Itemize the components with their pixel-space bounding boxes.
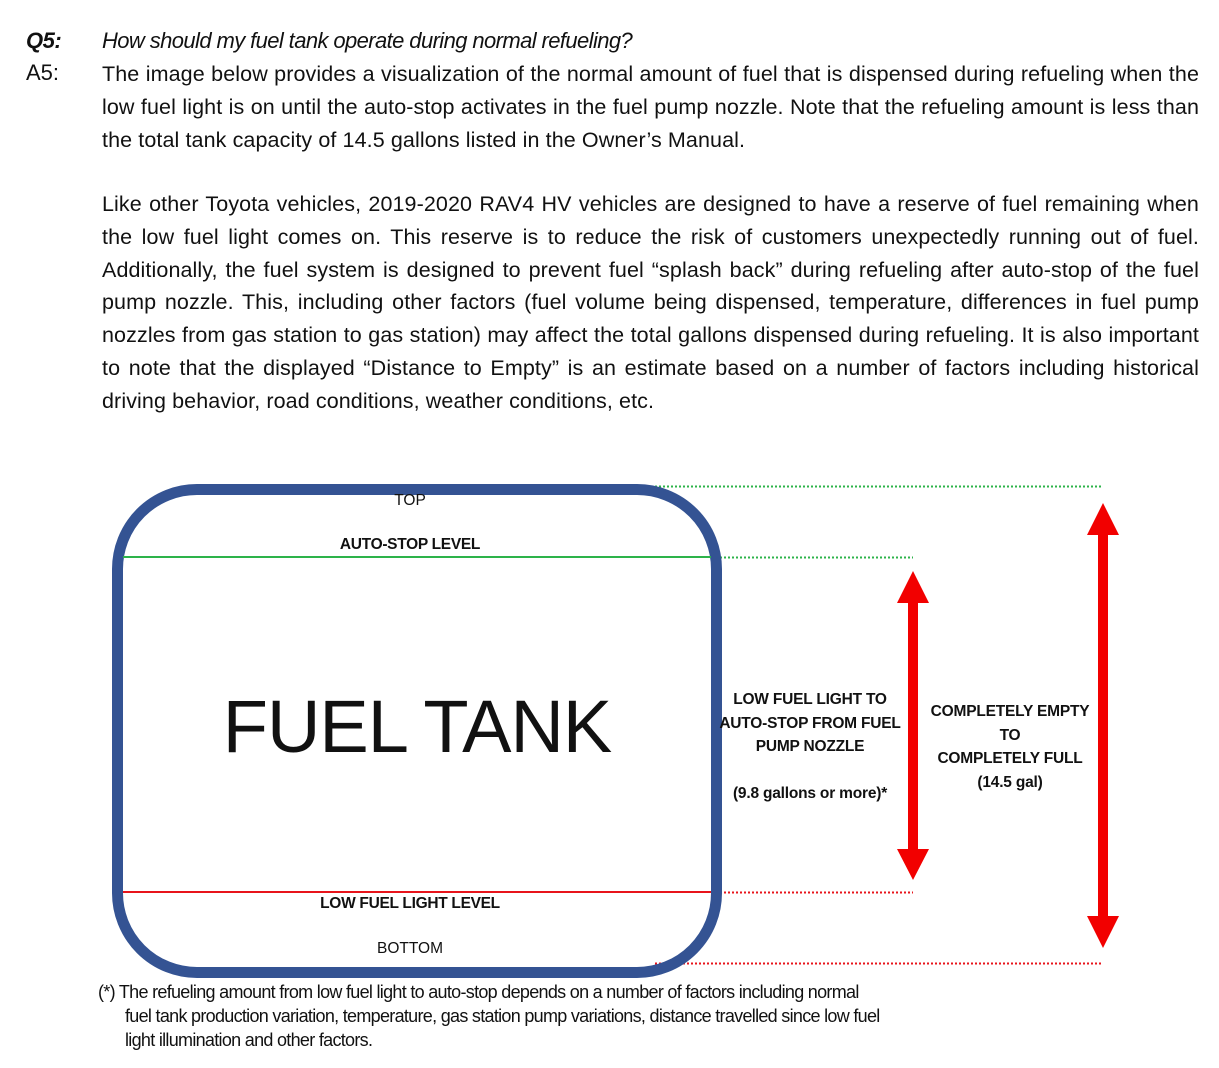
top-label: TOP xyxy=(394,492,426,509)
footnote xyxy=(98,980,1128,1052)
footnote-line-3: light illumination and other factors. xyxy=(125,1030,373,1050)
low-fuel-level-label: LOW FUEL LIGHT LEVEL xyxy=(320,895,500,912)
full-range-line-4: (14.5 gal) xyxy=(977,773,1043,791)
refuel-range-label xyxy=(710,688,910,805)
auto-stop-level-label: AUTO-STOP LEVEL xyxy=(339,536,481,553)
full-range-line-2: TO xyxy=(999,726,1021,744)
question-text: How should my fuel tank operate during normal refueling? xyxy=(102,28,633,53)
footnote-line-1: (*) The refueling amount from low fuel light to auto-stop depends on a number of factors including normal xyxy=(98,982,859,1002)
answer-label: A5: xyxy=(26,60,60,85)
answer-paragraph-1: The image below provides a visualization of the normal amount of fuel that is dispensed during refueling when the low fuel light is on until the auto-stop activates in the fuel pump nozzle. Note that the refueling amount is less than the total tank capacity of 14.5 gallons listed in the Owner’s Manual. xyxy=(102,62,1199,152)
question-label: Q5: xyxy=(26,28,62,53)
full-range-line-1: COMPLETELY EMPTY xyxy=(930,703,1090,720)
full-range-label xyxy=(920,700,1100,794)
bottom-label: BOTTOM xyxy=(376,940,444,957)
low-fuel-level-line xyxy=(123,891,711,893)
refuel-range-line-3: PUMP NOZZLE xyxy=(755,738,865,755)
auto-stop-level-line xyxy=(123,556,711,558)
refuel-range-line-1: LOW FUEL LIGHT TO xyxy=(733,691,887,708)
refuel-range-amount: (9.8 gallons or more)* xyxy=(732,784,888,802)
full-range-line-3: COMPLETELY FULL xyxy=(937,750,1083,767)
answer-paragraph-2: Like other Toyota vehicles, 2019-2020 RAV4 HV vehicles are designed to have a reserve of fuel remaining when the low fuel light comes on. This reserve is to reduce the risk of customers unexpectedly running out of fuel. Additionally, the fuel system is designed to prevent fuel “splash back” during refueling after auto-stop of the fuel pump nozzle. This, including other factors (fuel volume being dispensed, temperature, differences in fuel pump nozzles from gas station to gas station) may affect the total gallons dispensed during refueling. It is also important to note that the displayed “Distance to Empty” is an estimate based on a number of factors including historical driving behavior, road conditions, weather conditions, etc. xyxy=(102,192,1199,413)
fuel-tank-title: FUEL TANK xyxy=(222,685,612,768)
footnote-line-2: fuel tank production variation, temperature, gas station pump variations, distance travelled since low fuel xyxy=(125,1006,880,1026)
refuel-range-line-2: AUTO-STOP FROM FUEL xyxy=(719,714,901,732)
